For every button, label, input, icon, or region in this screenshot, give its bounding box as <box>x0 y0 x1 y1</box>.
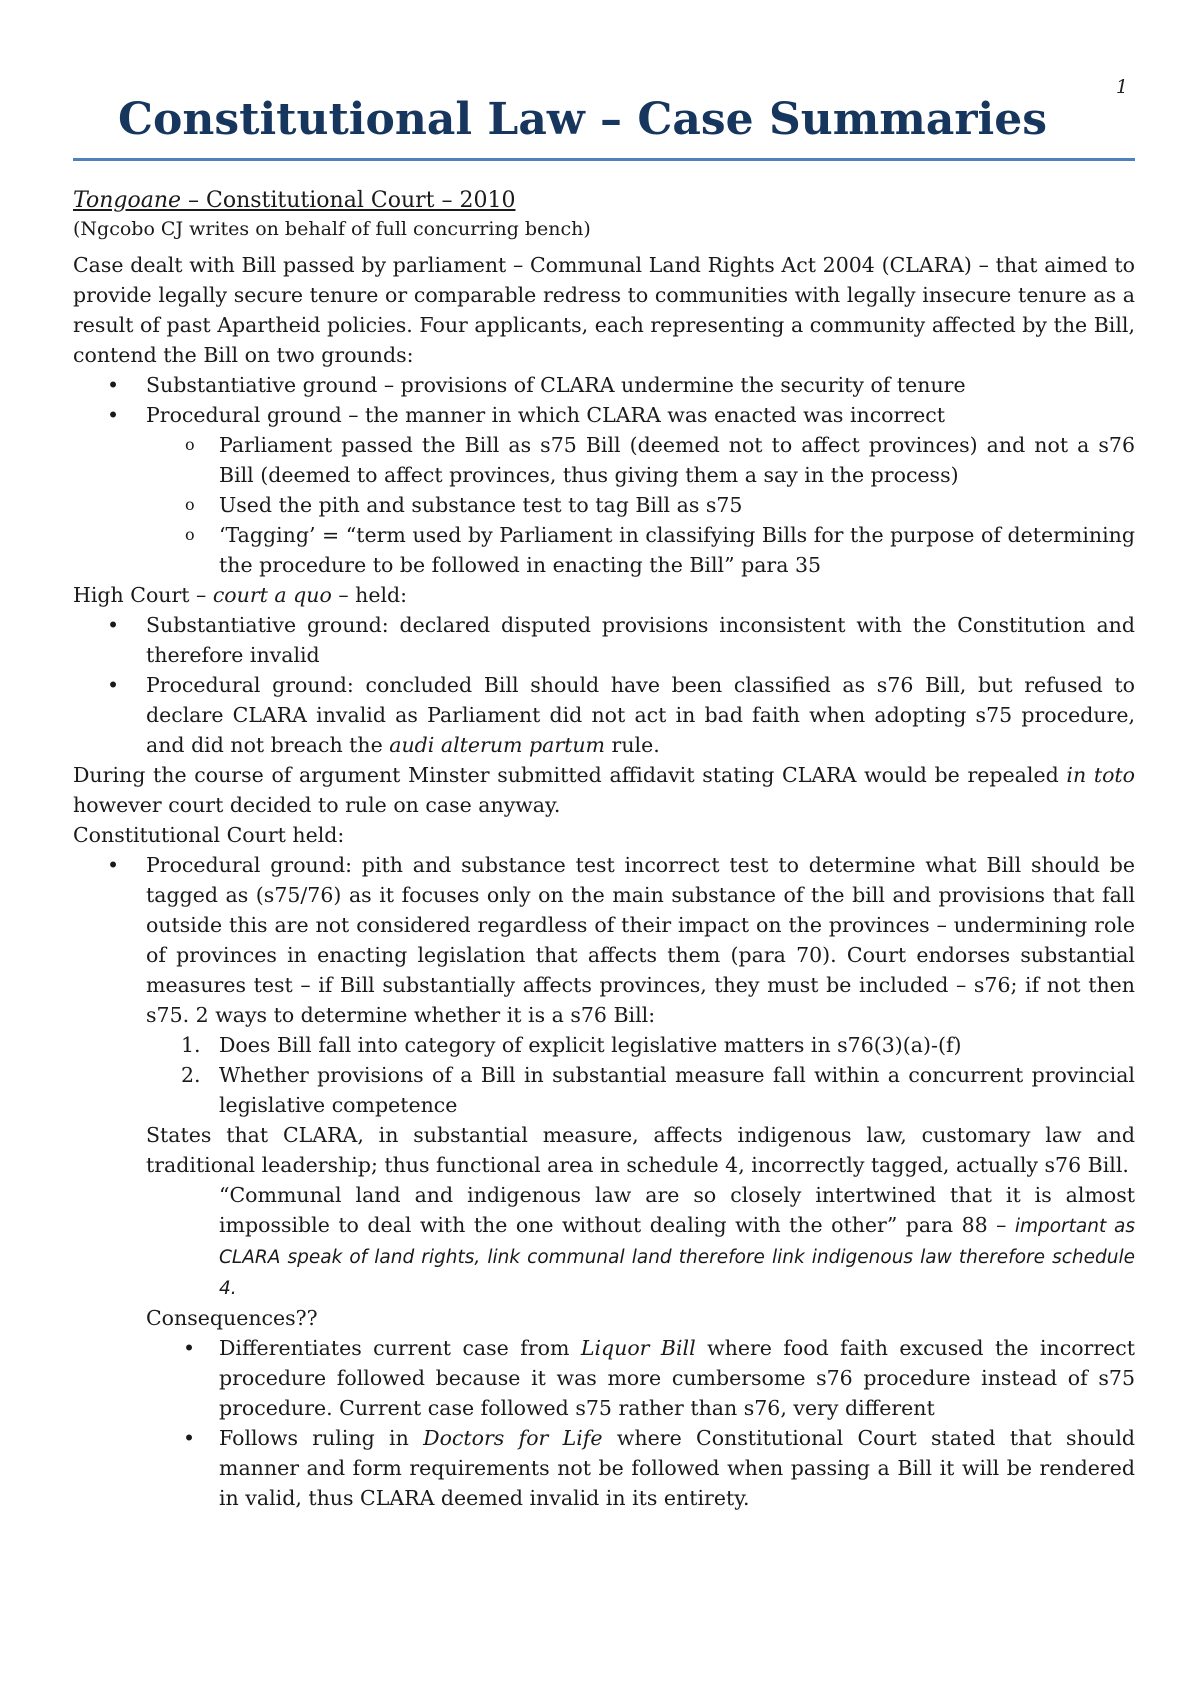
text-run: Differentiates current case from <box>219 1336 581 1360</box>
list-item-text: Substantiative ground – provisions of CLARA undermine the security of tenure <box>146 373 966 397</box>
high-court-list <box>73 610 1135 760</box>
list-item <box>73 1333 1135 1423</box>
list-item-text: Procedural ground: pith and substance test incorrect test to determine what Bill should be tagged as (s75/76) as it focuses only on the main substance of the bill and provisions that fall outside this are not considered regardless of their impact on the provinces – undermining role of provinces in enacting legislation that affects them (para 70). Court endorses substantial measures test – if Bill substantially affects provinces, they must be included – s76; if not then s75. 2 ways to determine whether it is a s76 Bill: <box>146 853 1135 1027</box>
list-item <box>73 670 1135 760</box>
case-court-year: – Constitutional Court – 2010 <box>181 188 516 213</box>
high-court-heading <box>73 580 1135 610</box>
page-number: 1 <box>1115 76 1128 98</box>
list-item-text: Used the pith and substance test to tag Bill as s75 <box>219 493 743 517</box>
constitutional-court-list <box>73 850 1135 1030</box>
text-run: High Court – <box>73 583 213 607</box>
quote-note: important as CLARA speak of land rights, link communal land therefore link indigenous law therefore schedule 4. <box>219 1216 1135 1299</box>
case-bench-note: (Ngcobo CJ writes on behalf of full concurring bench) <box>73 218 591 240</box>
case-name: Tongoane <box>73 188 182 213</box>
text-run: however court decided to rule on case anyway. <box>73 793 561 817</box>
quote-text: “Communal land and indigenous law are so closely intertwined that it is almost impossible to deal with the one without dealing with the other” para 88 – <box>219 1183 1135 1237</box>
bullet-marker: • <box>107 853 120 877</box>
list-item <box>73 850 1135 1030</box>
consequences-list <box>73 1333 1135 1513</box>
list-item-text: ‘Tagging’ = “term used by Parliament in classifying Bills for the purpose of determining the procedure to be followed in enacting the Bill” para 35 <box>219 523 1135 577</box>
list-item <box>73 1060 1135 1120</box>
list-item-text: Procedural ground – the manner in which CLARA was enacted was incorrect <box>146 403 945 427</box>
bullet-marker: • <box>107 373 120 397</box>
list-item-text: Whether provisions of a Bill in substantial measure fall within a concurrent provincial legislative competence <box>219 1063 1135 1117</box>
argument-paragraph <box>73 760 1135 820</box>
circle-marker: o <box>185 435 195 454</box>
list-item <box>73 400 1135 430</box>
title-underline <box>73 158 1135 161</box>
text-run: where Constitutional Court stated that should manner and form requirements not be followed when passing a Bill it will be rendered in valid, thus CLARA deemed invalid in its entirety. <box>219 1426 1135 1510</box>
italic-run: Doctors for Life <box>423 1426 603 1450</box>
list-item <box>73 520 1135 580</box>
list-item-text: Parliament passed the Bill as s75 Bill (deemed not to affect provinces) and not a s76 Bill (deemed to affect provinces, thus giving them a say in the process) <box>219 433 1135 487</box>
bullet-marker: • <box>183 1336 196 1360</box>
grounds-list <box>73 370 1135 430</box>
list-item <box>73 490 1135 520</box>
italic-run: Liquor Bill <box>580 1336 696 1360</box>
list-item <box>73 610 1135 670</box>
intro-paragraph: Case dealt with Bill passed by parliament – Communal Land Rights Act 2004 (CLARA) – that aimed to provide legally secure tenure or comparable redress to communities with legally insecure tenure as a result of past Apartheid policies. Four applicants, each representing a community affected by the Bill, contend the Bill on two grounds: <box>73 253 1135 367</box>
bullet-marker: • <box>107 613 120 637</box>
list-item-text: Procedural ground: concluded Bill should have been classified as s76 Bill, but refused to declare CLARA invalid as Parliament did not act in bad faith when adopting s75 procedure, and did not breach the <box>146 673 1135 757</box>
bullet-marker: • <box>183 1426 196 1450</box>
italic-run: in toto <box>1066 763 1135 787</box>
italic-run: court a quo <box>212 583 332 607</box>
italic-run: audi alterum partum <box>389 733 606 757</box>
consequences-heading: Consequences?? <box>146 1306 318 1330</box>
constitutional-court-heading: Constitutional Court held: <box>73 823 345 847</box>
text-run: During the course of argument Minster submitted affidavit stating CLARA would be repealed <box>73 763 1067 787</box>
bullet-marker: • <box>107 673 120 697</box>
ways-list <box>73 1030 1135 1120</box>
circle-marker: o <box>185 495 195 514</box>
list-item-text: Does Bill fall into category of explicit legislative matters in s76(3)(a)-(f) <box>219 1033 962 1057</box>
list-item <box>73 370 1135 400</box>
text-run: where food faith excused the incorrect procedure followed because it was more cumbersome s76 procedure instead of s75 procedure. Current case followed s75 rather than s76, very different <box>219 1336 1135 1420</box>
states-paragraph: States that CLARA, in substantial measure, affects indigenous law, customary law and traditional leadership; thus functional area in schedule 4, incorrectly tagged, actually s76 Bill. <box>146 1123 1135 1177</box>
circle-marker: o <box>185 525 195 544</box>
procedural-subpoints <box>73 430 1135 580</box>
text-run: – held: <box>331 583 408 607</box>
number-marker: 1. <box>181 1033 201 1057</box>
page-title: Constitutional Law – Case Summaries <box>118 94 1048 145</box>
list-item <box>73 1423 1135 1513</box>
case-heading <box>73 186 1135 216</box>
list-item <box>73 430 1135 490</box>
text-run: rule. <box>605 733 660 757</box>
text-run: Follows ruling in <box>219 1426 424 1450</box>
list-item <box>73 1030 1135 1060</box>
bullet-marker: • <box>107 403 120 427</box>
quote-paragraph <box>73 1180 1135 1303</box>
list-item-text: Substantiative ground: declared disputed provisions inconsistent with the Constitution and therefore invalid <box>146 613 1135 667</box>
document-body <box>73 186 1135 1513</box>
number-marker: 2. <box>181 1063 201 1087</box>
